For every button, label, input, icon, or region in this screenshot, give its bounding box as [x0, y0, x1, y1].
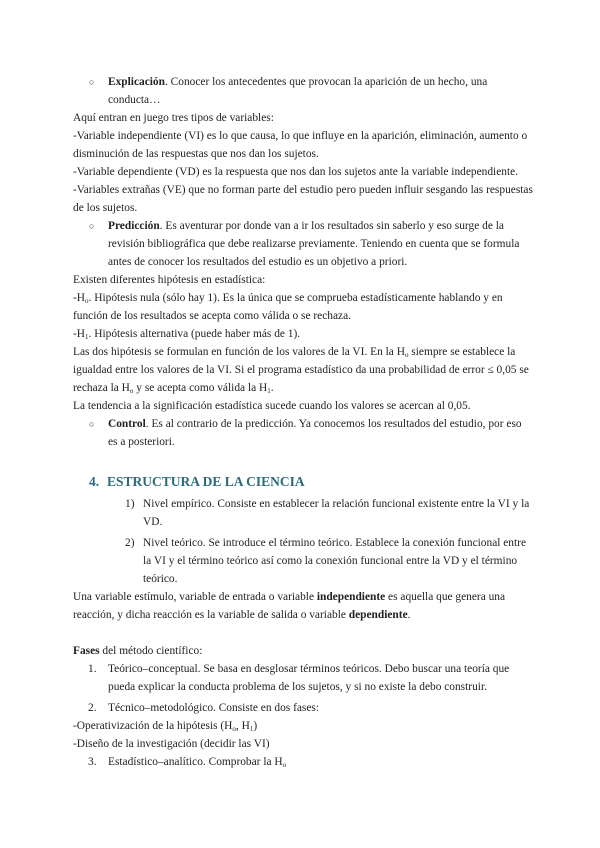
list-text: Nivel empírico. Consiste en establecer la relación funcional existente entre la VI y la VD. [143, 498, 530, 528]
document-content [73, 73, 533, 771]
variable-independiente: -Variable independiente (VI) es lo que causa, lo que influye en la aparición, eliminación, aumento o disminución de las respuestas que nos dan los sujetos. [73, 130, 528, 160]
list-number: 1. [88, 663, 97, 675]
variables-extranas: -Variables extrañas (VE) que no forman parte del estudio pero pueden influir sesgando las respuestas de los sujetos. [73, 184, 533, 214]
bullet-explicacion [73, 73, 533, 109]
bullet-prediccion [73, 217, 533, 271]
fase-2 [73, 699, 533, 717]
hipotesis-alternativa: $-H_1$. Hipótesis alternativa (puede haber más de 1). [73, 328, 301, 341]
list-number: 2. [88, 702, 97, 714]
hipotesis-vi-paragraph: Las dos hipótesis se formulan en función de los valores de la VI. En la $H_o$ siempre se establece la igualdad entre los valores de la VI. Si el programa estadístico da una probabilidad de error ≤ 0,05 se rechaza la $H_o$ y se acepta como válida la $H_1$. [73, 346, 529, 395]
list-number: 3. [88, 756, 97, 768]
circle-bullet-icon: ○ [89, 77, 95, 87]
list-number: 1) [125, 498, 135, 510]
section-heading [73, 473, 533, 491]
variables-intro: Aquí entran en juego tres tipos de variables: [73, 112, 274, 124]
fases-intro: Fases del método científico: [73, 645, 203, 657]
estimulo-paragraph: Una variable estímulo, variable de entrada o variable independiente es aquella que genera una reacción, y dicha reacción es la variable de salida o variable dependiente. [73, 591, 506, 621]
fase-1 [73, 660, 533, 696]
list-text: Teórico–conceptual. Se basa en desglosar términos teóricos. Debo buscar una teoría que pueda explicar la conducta problema de los sujetos, y si no existe la debo construir. [108, 663, 510, 693]
variable-dependiente: -Variable dependiente (VD) es la respuesta que nos dan los sujetos ante la variable independiente. [73, 166, 519, 178]
hipotesis-intro: Existen diferentes hipótesis en estadística: [73, 274, 266, 286]
nivel-empirico [73, 495, 533, 531]
section-number: 4. [89, 474, 100, 489]
nivel-teorico [73, 534, 533, 588]
text-prediccion: . Es aventurar por donde van a ir los resultados sin saberlo y eso surge de la revisión bibliográfica que debe realizarse previamente. Teniendo en cuenta que se formula antes de conocer los resultados del estudio es un objetivo a priori. [108, 220, 520, 268]
circle-bullet-icon: ○ [89, 221, 95, 231]
term-prediccion: Predicción [108, 220, 160, 232]
fase-3 [73, 753, 533, 771]
list-number: 2) [125, 537, 135, 549]
list-text: Estadístico–analítico. Comprobar la $H_o$ [108, 756, 287, 769]
term-control: Control [108, 418, 146, 430]
circle-bullet-icon: ○ [89, 419, 95, 429]
operativizacion: -Operativización de la hipótesis ($H_o$, $H_1$) [73, 720, 258, 733]
bullet-control [73, 415, 533, 451]
list-text: Técnico–metodológico. Consiste en dos fases: [108, 702, 319, 714]
section-title: ESTRUCTURA DE LA CIENCIA [107, 474, 305, 489]
tendencia-paragraph: La tendencia a la significación estadística sucede cuando los valores se acercan al 0,05. [73, 400, 471, 412]
text-control: . Es al contrario de la predicción. Ya conocemos los resultados del estudio, por eso es a posteriori. [108, 418, 522, 448]
hipotesis-nula: $-H_o$. Hipótesis nula (sólo hay 1). Es la única que se comprueba estadísticamente hablando y en función de los resultados se acepta como válida o se rechaza. [73, 292, 503, 322]
diseno: -Diseño de la investigación (decidir las VI) [73, 738, 270, 750]
term-explicacion: Explicación [108, 76, 165, 88]
text-explicacion: . Conocer los antecedentes que provocan la aparición de un hecho, una conducta… [108, 76, 488, 106]
list-text: Nivel teórico. Se introduce el término teórico. Establece la conexión funcional entre la VI y el término teórico así como la conexión funcional entre la VD y el término teórico. [143, 537, 527, 585]
